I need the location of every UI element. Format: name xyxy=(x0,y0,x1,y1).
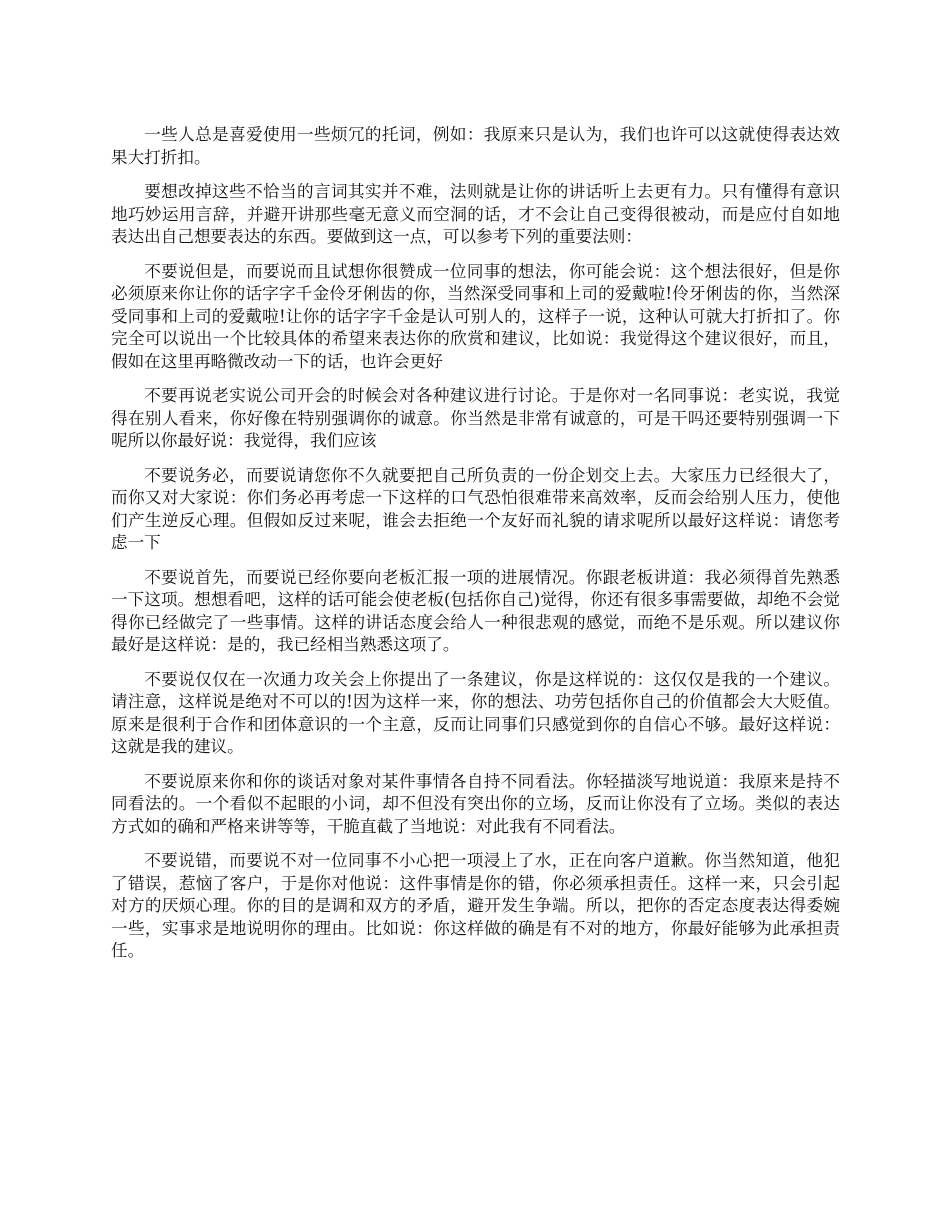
paragraph-6: 不要说首先，而要说已经你要向老板汇报一项的进展情况。你跟老板讲道：我必须得首先熟悉一下这项。想想看吧，这样的话可能会使老板(包括你自己)觉得，你还有很多事需要做，却绝不会觉得你已经做完了一些事情。这样的讲话态度会给人一种很悲观的感觉，而绝不是乐观。所以建议你最好是这样说：是的，我已经相当熟悉这项了。 xyxy=(111,567,840,654)
paragraph-4: 不要再说老实说公司开会的时候会对各种建议进行讨论。于是你对一名同事说：老实说，我觉得在别人看来，你好像在特别强调你的诚意。你当然是非常有诚意的，可是干吗还要特别强调一下呢所以你最好说：我觉得，我们应该 xyxy=(111,386,840,450)
paragraph-3: 不要说但是，而要说而且试想你很赞成一位同事的想法，你可能会说：这个想法很好，但是你必须原来你让你的话字字千金伶牙俐齿的你，当然深受同事和上司的爱戴啦!伶牙俐齿的你，当然深受同事和上司的爱戴啦!让你的话字字千金是认可别人的，这样子一说，这种认可就大打折扣了。你完全可以说出一个比较具体的希望来表达你的欣赏和建议，比如说：我觉得这个建议很好，而且，假如在这里再略微改动一下的话，也许会更好 xyxy=(111,261,840,371)
paragraph-1: 一些人总是喜爱使用一些烦冗的托词，例如：我原来只是认为，我们也许可以这就使得表达效果大打折扣。 xyxy=(111,125,840,167)
paragraph-7: 不要说仅仅在一次通力攻关会上你提出了一条建议，你是这样说的：这仅仅是我的一个建议。请注意，这样说是绝对不可以的!因为这样一来，你的想法、功劳包括你自己的价值都会大大贬值。原来是很利于合作和团体意识的一个主意，反而让同事们只感觉到你的自信心不够。最好这样说：这就是我的建议。 xyxy=(111,669,840,756)
paragraph-9: 不要说错，而要说不对一位同事不小心把一项浸上了水，正在向客户道歉。你当然知道，他犯了错误，惹恼了客户，于是你对他说：这件事情是你的错，你必须承担责任。这样一来，只会引起对方的厌烦心理。你的目的是调和双方的矛盾，避开发生争端。所以，把你的否定态度表达得委婉一些，实事求是地说明你的理由。比如说：你这样做的确是有不对的地方，你最好能够为此承担责任。 xyxy=(111,851,840,960)
paragraph-8: 不要说原来你和你的谈话对象对某件事情各自持不同看法。你轻描淡写地说道：我原来是持不同看法的。一个看似不起眼的小词，却不但没有突出你的立场，反而让你没有了立场。类似的表达方式如的确和严格来讲等等，干脆直截了当地说：对此我有不同看法。 xyxy=(111,771,840,836)
document-body xyxy=(111,124,840,975)
paragraph-2: 要想改掉这些不恰当的言词其实并不难，法则就是让你的讲话听上去更有力。只有懂得有意识地巧妙运用言辞，并避开讲那些毫无意义而空洞的话，才不会让自己变得很被动，而是应付自如地表达出自己想要表达的东西。要做到这一点，可以参考下列的重要法则： xyxy=(111,182,840,246)
paragraph-5: 不要说务必，而要说请您你不久就要把自己所负责的一份企划交上去。大家压力已经很大了，而你又对大家说：你们务必再考虑一下这样的口气恐怕很难带来高效率，反而会给别人压力，使他们产生逆反心理。但假如反过来呢，谁会去拒绝一个友好而礼貌的请求呢所以最好这样说：请您考虑一下 xyxy=(111,465,840,552)
